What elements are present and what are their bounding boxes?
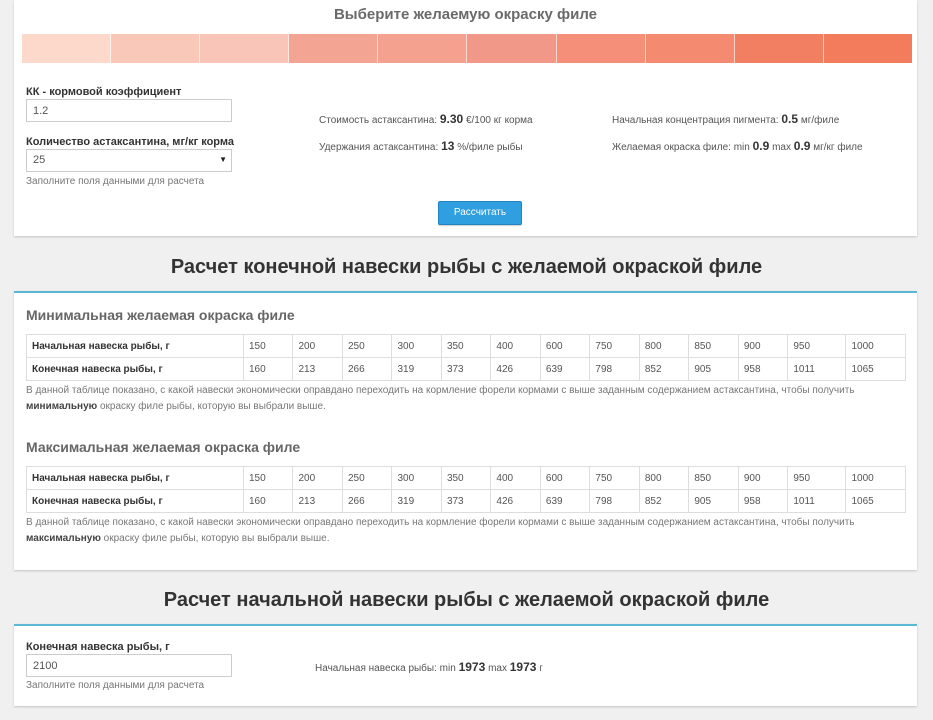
desired-color-info bbox=[612, 139, 863, 153]
result-max-label: max bbox=[488, 663, 507, 674]
pigment-info bbox=[612, 112, 839, 126]
table-cell: 639 bbox=[540, 490, 589, 513]
table-cell: 905 bbox=[689, 358, 738, 381]
final-weight-panel bbox=[14, 291, 917, 570]
desired-max-value: 0.9 bbox=[793, 139, 811, 153]
form-hint: Заполните поля данными для расчета bbox=[26, 680, 205, 691]
table-cell: 798 bbox=[590, 490, 639, 513]
final-weight-heading: Расчет конечной навески рыбы с желаемой окраской филе bbox=[170, 256, 763, 278]
form-hint: Заполните поля данными для расчета bbox=[26, 176, 205, 187]
table-cell: 750 bbox=[590, 467, 639, 490]
astaxanthin-select[interactable] bbox=[26, 149, 232, 172]
table-cell: 900 bbox=[738, 467, 787, 490]
table-cell: 373 bbox=[441, 358, 490, 381]
color-swatch[interactable] bbox=[22, 34, 111, 63]
retention-info bbox=[319, 139, 523, 153]
table-cell: 350 bbox=[441, 467, 490, 490]
table-cell: 200 bbox=[293, 467, 342, 490]
table-cell: 1000 bbox=[846, 335, 906, 358]
color-picker-title: Выберите желаемую окраску филе bbox=[333, 6, 598, 23]
desired-label: Желаемая окраска филе: bbox=[612, 142, 731, 153]
table-cell: 850 bbox=[689, 467, 738, 490]
color-swatch[interactable] bbox=[200, 34, 289, 63]
table-cell: 266 bbox=[342, 490, 391, 513]
color-swatch[interactable] bbox=[646, 34, 735, 63]
table-cell: 350 bbox=[441, 335, 490, 358]
initial-weight-result bbox=[315, 660, 543, 674]
table-cell: 905 bbox=[689, 490, 738, 513]
table-cell: 958 bbox=[738, 358, 787, 381]
table-cell: 600 bbox=[540, 467, 589, 490]
color-swatch[interactable] bbox=[467, 34, 556, 63]
retention-value: 13 bbox=[441, 139, 455, 153]
calculate-button[interactable]: Рассчитать bbox=[438, 201, 522, 225]
color-swatch[interactable] bbox=[289, 34, 378, 63]
desc-bold: минимальную bbox=[26, 401, 98, 412]
kk-input[interactable] bbox=[26, 99, 232, 122]
desired-min-label: min bbox=[733, 142, 750, 153]
desired-unit: мг/кг филе bbox=[813, 142, 863, 153]
desc-text-end: окраску филе рыбы, которую вы выбрали выше. bbox=[103, 533, 330, 544]
desc-text: В данной таблице показано, с какой навески экономически оправдано переходить на кормление форели кормами с выше заданным содержанием астаксантина, чтобы получить bbox=[26, 517, 855, 528]
cost-info bbox=[319, 112, 533, 126]
desc-text-end: окраску филе рыбы, которую вы выбрали выше. bbox=[99, 401, 326, 412]
table-cell: 213 bbox=[293, 358, 342, 381]
max-weight-table bbox=[26, 466, 906, 513]
table-cell: 400 bbox=[491, 467, 540, 490]
desc-bold: максимальную bbox=[26, 533, 101, 544]
table-row bbox=[27, 467, 906, 490]
row-header: Конечная навеска рыбы, г bbox=[27, 358, 244, 381]
result-min-label: min bbox=[439, 663, 456, 674]
table-cell: 850 bbox=[689, 335, 738, 358]
table-cell: 1011 bbox=[788, 490, 846, 513]
initial-weight-panel bbox=[14, 624, 917, 706]
table-cell: 852 bbox=[639, 358, 688, 381]
result-label: Начальная навеска рыбы: bbox=[315, 663, 437, 674]
table-cell: 150 bbox=[244, 467, 293, 490]
astaxanthin-select-value: 25 bbox=[26, 149, 232, 172]
table-cell: 426 bbox=[491, 490, 540, 513]
table-cell: 160 bbox=[244, 358, 293, 381]
table-row bbox=[27, 490, 906, 513]
table-cell: 1011 bbox=[788, 358, 846, 381]
color-swatch[interactable] bbox=[378, 34, 467, 63]
table-cell: 950 bbox=[788, 467, 846, 490]
pigment-unit: мг/филе bbox=[800, 115, 840, 126]
desired-min-value: 0.9 bbox=[752, 139, 770, 153]
table-cell: 958 bbox=[738, 490, 787, 513]
table-cell: 950 bbox=[788, 335, 846, 358]
pigment-value: 0.5 bbox=[781, 112, 799, 126]
final-weight-input[interactable] bbox=[26, 654, 232, 677]
color-swatch[interactable] bbox=[824, 34, 912, 63]
min-color-title: Минимальная желаемая окраска филе bbox=[26, 307, 295, 323]
retention-unit: %/филе рыбы bbox=[457, 142, 523, 153]
max-table-description bbox=[26, 515, 896, 547]
cost-label: Стоимость астаксантина: bbox=[319, 115, 438, 126]
pigment-label: Начальная концентрация пигмента: bbox=[612, 115, 779, 126]
table-cell: 1000 bbox=[846, 467, 906, 490]
table-cell: 800 bbox=[639, 467, 688, 490]
table-cell: 600 bbox=[540, 335, 589, 358]
table-cell: 798 bbox=[590, 358, 639, 381]
table-cell: 250 bbox=[342, 335, 391, 358]
table-cell: 639 bbox=[540, 358, 589, 381]
table-cell: 250 bbox=[342, 467, 391, 490]
table-cell: 150 bbox=[244, 335, 293, 358]
table-cell: 300 bbox=[392, 335, 441, 358]
cost-unit: €/100 кг корма bbox=[465, 115, 533, 126]
astaxanthin-label: Количество астаксантина, мг/кг корма bbox=[26, 136, 234, 148]
table-cell: 319 bbox=[392, 358, 441, 381]
row-header: Конечная навеска рыбы, г bbox=[27, 490, 244, 513]
kk-label: КК - кормовой коэффициент bbox=[26, 86, 182, 98]
table-cell: 300 bbox=[392, 467, 441, 490]
table-cell: 160 bbox=[244, 490, 293, 513]
table-cell: 266 bbox=[342, 358, 391, 381]
row-header: Начальная навеска рыбы, г bbox=[27, 467, 244, 490]
result-unit: г bbox=[539, 663, 543, 674]
table-cell: 400 bbox=[491, 335, 540, 358]
table-cell: 200 bbox=[293, 335, 342, 358]
result-max-value: 1973 bbox=[509, 660, 537, 674]
color-swatch[interactable] bbox=[735, 34, 824, 63]
final-weight-label: Конечная навеска рыбы, г bbox=[26, 641, 170, 653]
table-row bbox=[27, 358, 906, 381]
cost-value: 9.30 bbox=[439, 112, 464, 126]
color-swatch[interactable] bbox=[557, 34, 646, 63]
max-color-title: Максимальная желаемая окраска филе bbox=[26, 439, 301, 455]
result-min-value: 1973 bbox=[458, 660, 486, 674]
table-cell: 900 bbox=[738, 335, 787, 358]
table-cell: 319 bbox=[392, 490, 441, 513]
retention-label: Удержания астаксантина: bbox=[319, 142, 439, 153]
table-cell: 800 bbox=[639, 335, 688, 358]
table-cell: 373 bbox=[441, 490, 490, 513]
desired-max-label: max bbox=[772, 142, 791, 153]
table-cell: 1065 bbox=[846, 358, 906, 381]
calculator-panel bbox=[14, 0, 917, 236]
table-cell: 852 bbox=[639, 490, 688, 513]
desc-text: В данной таблице показано, с какой навески экономически оправдано переходить на кормление форели кормами с выше заданным содержанием астаксантина, чтобы получить bbox=[26, 385, 855, 396]
dropdown-arrow-icon: ▼ bbox=[219, 155, 227, 164]
initial-weight-heading: Расчет начальной навески рыбы с желаемой окраской филе bbox=[163, 589, 770, 611]
table-cell: 750 bbox=[590, 335, 639, 358]
row-header: Начальная навеска рыбы, г bbox=[27, 335, 244, 358]
table-cell: 426 bbox=[491, 358, 540, 381]
color-swatch[interactable] bbox=[111, 34, 200, 63]
min-weight-table bbox=[26, 334, 906, 381]
table-cell: 1065 bbox=[846, 490, 906, 513]
table-cell: 213 bbox=[293, 490, 342, 513]
table-row bbox=[27, 335, 906, 358]
color-swatch-strip bbox=[22, 34, 912, 63]
min-table-description bbox=[26, 383, 896, 415]
